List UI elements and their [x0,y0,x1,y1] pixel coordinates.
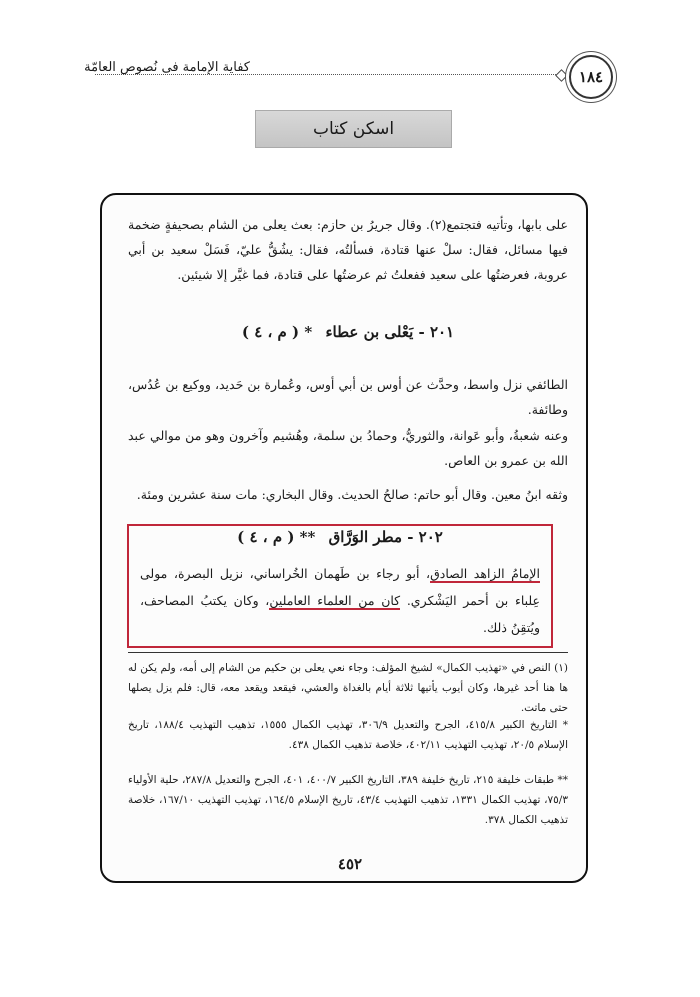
underlined-phrase-1: الإمامُ الزاهد الصادق [430,566,540,581]
footnote-rule [128,652,568,653]
entry-201-heading [128,323,568,341]
paragraph-5-text-b: ، وكان يكتبُ المصاحف، ويُتقِنُ ذلك. [140,593,540,635]
paragraph-5-text-a: ، أبو رجاء بن طَهمان الخُراساني، نزيل البصرة، مولى عِلباء بن أحمر اليَشْكري. [140,566,540,608]
entry-202-tags: ** ( م ، ٤ ) [237,528,316,546]
paragraph-2: الطائفي نزل واسط، وحدَّث عن أوس بن أبي أوس، وعُمارة بن حَديد، ووكيع بن عُدُس، وطائفة. [128,377,568,417]
book-title: كفاية الإمامة فى نُصوص العامّة [84,60,250,75]
paragraph-3: وعنه شعبةُ، وأبو عَوانة، والثوريُّ، وحمادُ بن سلمة، وهُشيم وآخرون وهو من موالي عبد الله بن عمرو بن العاص. [128,428,568,468]
scan-banner: اسكن كتاب [255,110,452,148]
entry-201-title: ٢٠١ - يَعْلى بن عطاء [325,323,455,341]
entry-202-heading [140,528,540,546]
scanned-page-number: ٤٥٢ [337,855,363,873]
paragraph-1: على بابها، وتأتيه فتجتمع(٢). وقال جريرُ بن حازم: بعث يعلى من الشام بصحيفةٍ ضخمة فيها مسائل، فقال: سلْ عنها قتادة، فسألتُه، فقال: يشُقُّ عليّ، فَسَلْ سعيد بن أبي عروبة، فعرضتُها على سعيد ففعلتُ ثم عرضتُها على قتادة، فما غيَّر إلا شيئين. [128,217,568,282]
underlined-phrase-2: كان من العلماء العاملين [269,593,401,608]
header-divider [95,74,560,75]
paragraph-5 [140,560,540,641]
entry-202-title: ٢٠٢ - مطر الوَرَّاق [328,528,443,546]
entry-201-tags: * ( م ، ٤ ) [241,323,313,341]
page-number-badge: ١٨٤ [569,55,613,99]
footnote-3: ** طبقات خليفة ٢١٥، تاريخ خليفة ٣٨٩، التاريخ الكبير ٤٠٠/٧، ٤٠١، الجرح والتعديل ٢٨٧/٨، حلية الأولياء ٧٥/٣، تهذيب الكمال ١٣٣١، تذهيب التهذيب ٤٣/٤، تاريخ الإسلام ١٦٤/٥، تهذيب التهذيب ١٦٧/١٠، خلاصة تذهيب الكمال ٣٧٨. [128,774,568,826]
footnote-1: (١) النص في «تهذيب الكمال» لشيخ المؤلف: وجاء نعي يعلى بن حكيم من الشام إلى أمه، ولم يكن له ها هنا أحد غيرها، وكان أيوب يأتيها ثلاثة أيام بالغداة والعشي، فيقعد ويقعد معه، قال: فلم يزل يصلها حتى ماتت. [128,662,568,714]
footnote-2: * التاريخ الكبير ٤١٥/٨، الجرح والتعديل ٣٠٦/٩، تهذيب الكمال ١٥٥٥، تذهيب التهذيب ١٨٨/٤، تاريخ الإسلام ٢٠/٥، تهذيب التهذيب ٤٠٢/١١، خلاصة تذهيب الكمال ٤٣٨. [128,719,568,751]
paragraph-4: وثقه ابنُ معين. وقال أبو حاتم: صالحُ الحديث. وقال البخاري: مات سنة عشرين ومئة. [136,487,568,502]
